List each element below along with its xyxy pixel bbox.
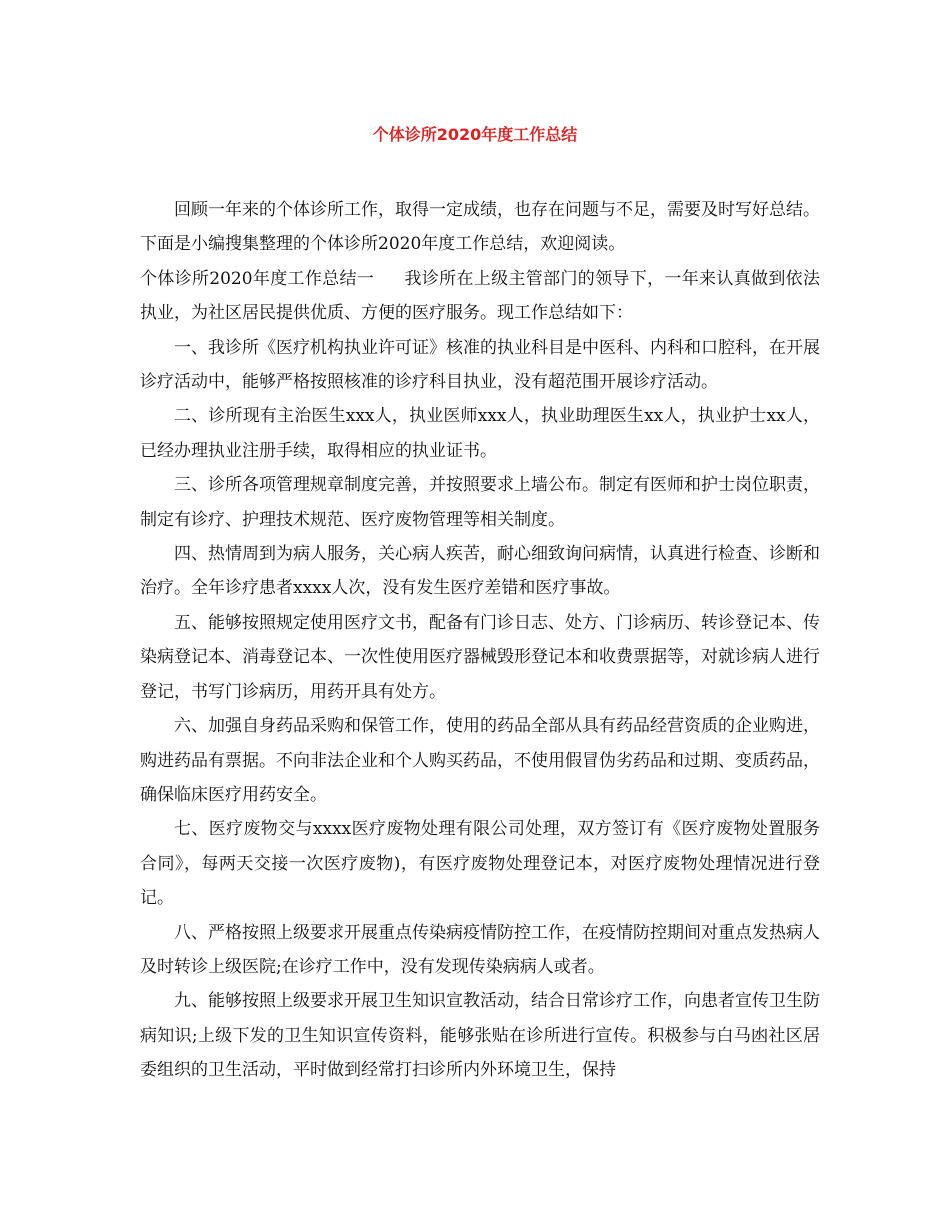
item-paragraph-7: 七、医疗废物交与xxxx医疗废物处理有限公司处理，双方签订有《医疗废物处置服务合同》，每两天交接一次医疗废物)，有医疗废物处理登记本，对医疗废物处理情况进行登记。 (140, 819, 820, 909)
document-title: 个体诊所2020年度工作总结 (372, 125, 578, 144)
item-paragraph-4: 四、热情周到为病人服务，关心病人疾苦，耐心细致询问病情，认真进行检查、诊断和治疗。全年诊疗患者xxxx人次，没有发生医疗差错和医疗事故。 (140, 544, 820, 599)
section-paragraph (140, 262, 820, 331)
item-paragraph-1: 一、我诊所《医疗机构执业许可证》核准的执业科目是中医科、内科和口腔科，在开展诊疗活动中，能够严格按照核准的诊疗科目执业，没有超范围开展诊疗活动。 (140, 337, 820, 393)
section-lead: 我诊所在上级主管部门的领导下，一年来认真做到依法执业，为社区居民提供优质、方便的医疗服务。现工作总结如下： (140, 268, 821, 324)
section-heading: 个体诊所2020年度工作总结一 (140, 268, 375, 289)
item-paragraph-5: 五、能够按照规定使用医疗文书，配备有门诊日志、处方、门诊病历、转诊登记本、传染病登记本、消毒登记本、一次性使用医疗器械毁形登记本和收费票据等，对就诊病人进行登记，书写门诊病历，用药开具有处方。 (140, 612, 820, 702)
item-paragraph-9: 九、能够按照上级要求开展卫生知识宣教活动，结合日常诊疗工作，向患者宣传卫生防病知识;上级下发的卫生知识宣传资料，能够张贴在诊所进行宣传。积极参与白马凼社区居委组织的卫生活动，平时做到经常打扫诊所内外环境卫生，保持 (140, 991, 820, 1081)
intro-paragraph: 回顾一年来的个体诊所工作，取得一定成绩，也存在问题与不足，需要及时写好总结。下面是小编搜集整理的个体诊所2020年度工作总结，欢迎阅读。 (140, 200, 820, 255)
item-paragraph-8: 八、严格按照上级要求开展重点传染病疫情防控工作，在疫情防控期间对重点发热病人及时转诊上级医院;在诊疗工作中，没有发现传染病病人或者。 (140, 922, 820, 977)
document-body (140, 193, 820, 1088)
item-paragraph-6: 六、加强自身药品采购和保管工作，使用的药品全部从具有药品经营资质的企业购进，购进药品有票据。不向非法企业和个人购买药品，不使用假冒伪劣药品和过期、变质药品，确保临床医疗用药安全。 (140, 716, 820, 805)
item-paragraph-3: 三、诊所各项管理规章制度完善，并按照要求上墙公布。制定有医师和护士岗位职责，制定有诊疗、护理技术规范、医疗废物管理等相关制度。 (140, 475, 820, 530)
item-paragraph-2: 二、诊所现有主治医生xxx人，执业医师xxx人，执业助理医生xx人，执业护士xx人，已经办理执业注册手续，取得相应的执业证书。 (140, 406, 820, 461)
